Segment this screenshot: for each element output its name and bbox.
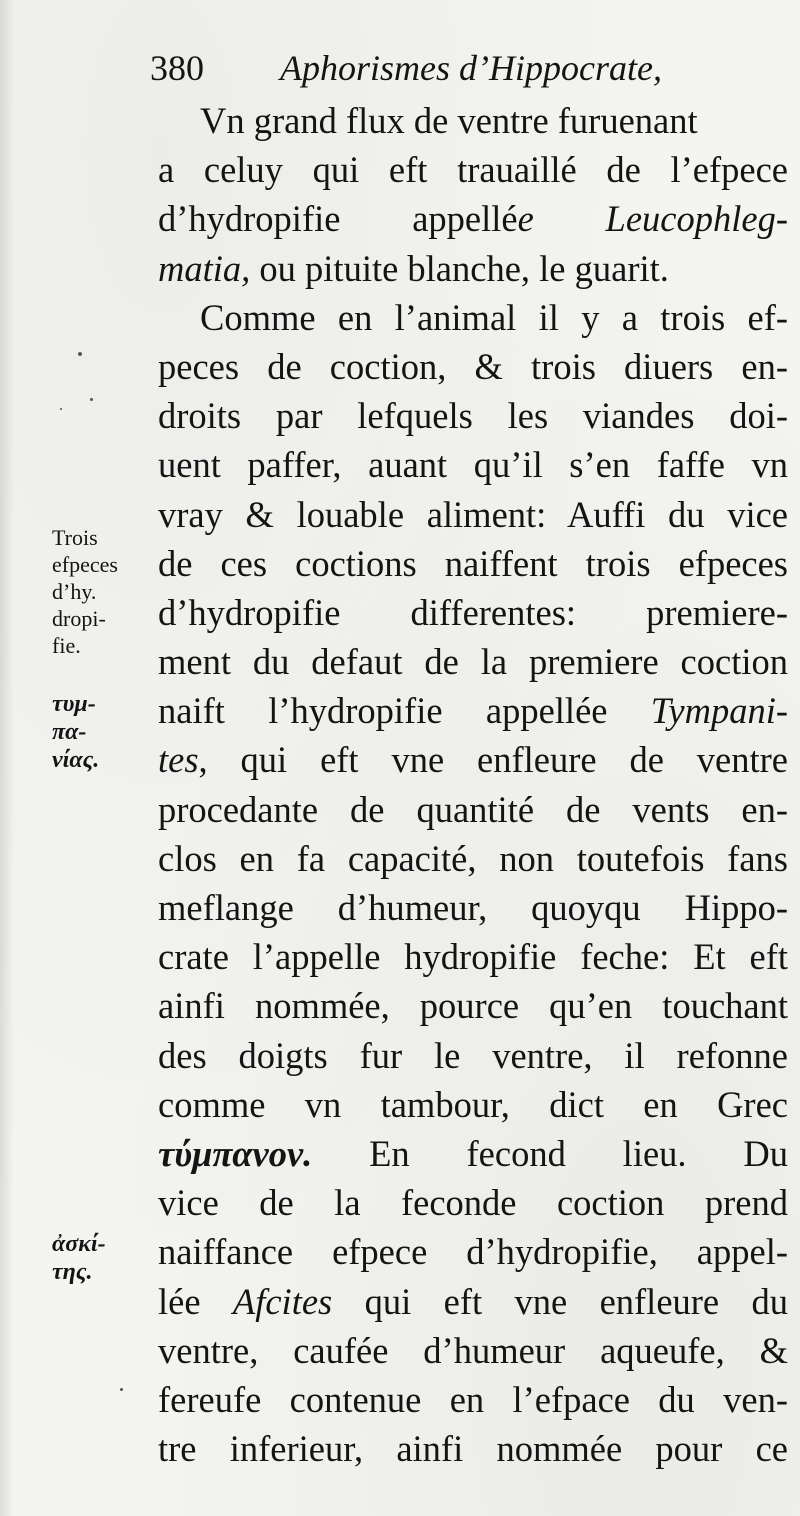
margin-note-trois-especes (52, 524, 156, 659)
text-line: de ces coctions naiffent trois efpeces (158, 542, 788, 584)
ink-speck (90, 398, 93, 401)
margin-note-ascites (52, 1230, 156, 1286)
text-line: ventre, caufée d’humeur aqueufe, & (158, 1329, 788, 1371)
margin-note-line: πα- (52, 719, 87, 745)
text-line: uent paffer, auant qu’il s’en faffe vn (158, 444, 788, 486)
text-line: matia, ou pituite blanche, le guarit. (158, 247, 669, 289)
margin-note-line: Trois (52, 525, 98, 550)
text-line: naift l’hydropifie appellée Tympani- (158, 690, 788, 732)
margin-note-line: fie. (52, 633, 81, 658)
text-line: vray & louable aliment: Auffi du vice (158, 493, 788, 535)
text-line: droits par lefquels les viandes doi- (158, 395, 788, 437)
body-text (158, 96, 788, 1473)
text-line: comme vn tambour, dict en Grec (158, 1083, 788, 1125)
text-line: naiffance efpece d’hydropifie, appel- (158, 1231, 788, 1273)
text-line: Comme en l’animal il y a trois ef- (200, 296, 788, 338)
text-line: des doigts fur le ventre, il refonne (158, 1034, 788, 1076)
margin-note-line: νίας. (52, 747, 100, 773)
running-title: Aphorismes d’Hippocrate, (280, 48, 662, 88)
margin-note-line: d’hy. (52, 579, 97, 604)
running-head (150, 40, 790, 96)
text-line: tre inferieur, ainfi nommée pour ce (158, 1428, 788, 1470)
page-number: 380 (150, 48, 204, 88)
text-line: crate l’appelle hydropifie feche: Et eft (158, 936, 788, 978)
text-line: fereufe contenue en l’efpace du ven- (158, 1378, 788, 1420)
margin-note-line: efpeces (52, 552, 118, 577)
text-line: τύμπανον. En fecond lieu. Du (158, 1132, 788, 1174)
margin-note-tympanias (52, 690, 156, 774)
text-line: clos en fa capacité, non toutefois fans (158, 837, 788, 879)
text-line: ment du defaut de la premiere coction (158, 641, 788, 683)
text-line: peces de coction, & trois diuers en- (158, 345, 788, 387)
page-edge-shadow (0, 0, 14, 1516)
ink-speck (120, 1388, 123, 1391)
text-line: procedante de quantité de vents en- (158, 788, 788, 830)
ink-speck (78, 352, 82, 356)
margin-note-line: ἀσκί- (52, 1231, 106, 1257)
text-line: a celuy qui eft trauaillé de l’efpece (158, 149, 788, 191)
text-line: meflange d’humeur, quoyqu Hippo- (158, 887, 788, 928)
margin-note-line: τυμ- (52, 691, 96, 717)
text-line: Vn grand flux de ventre furuenant (200, 100, 698, 141)
text-line: tes, qui eft vne enfleure de ventre (158, 739, 788, 781)
text-line: d’hydropifie appellée Leucophleg- (158, 198, 788, 240)
text-line: d’hydropifie differentes: premiere- (158, 591, 788, 633)
text-line: vice de la feconde coction prend (158, 1182, 788, 1224)
margin-note-line: dropi- (52, 606, 106, 631)
text-line: lée Afcites qui eft vne enfleure du (158, 1280, 788, 1322)
margin-note-line: της. (52, 1259, 93, 1285)
text-line: ainfi nommée, pource qu’en touchant (158, 985, 788, 1027)
ink-speck (60, 408, 62, 410)
